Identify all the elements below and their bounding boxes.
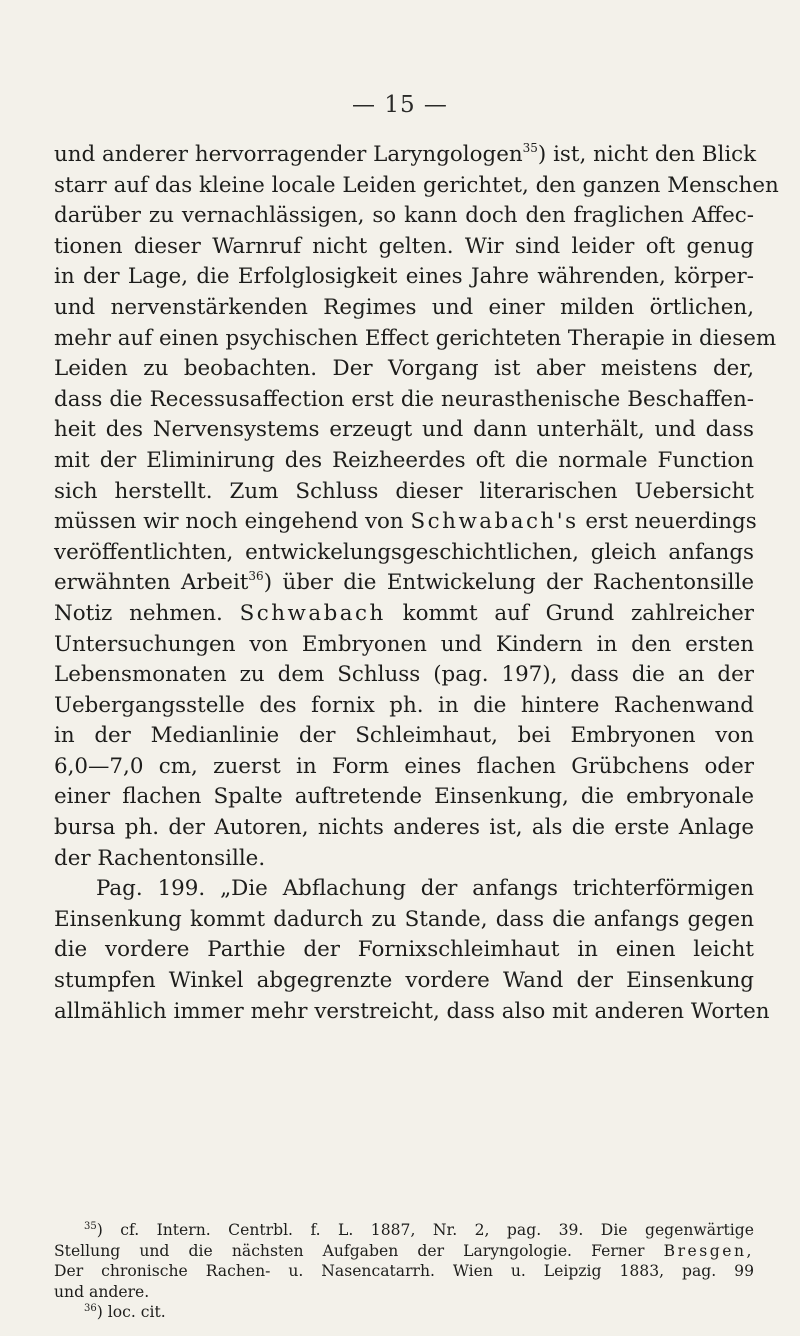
footnote-ref-36[interactable]: 36 bbox=[248, 569, 264, 584]
text-line: Notiz nehmen. Schwabach kommt auf Grund zahlreicher bbox=[54, 600, 754, 626]
footnotes bbox=[54, 1220, 754, 1323]
text-line: in der Lage, die Erfolglosigkeit eines Jahre währenden, körper- bbox=[54, 264, 754, 290]
footnote-line: Der chronische Rachen- u. Nasencatarrh. Wien u. Leipzig 1883, pag. 99 bbox=[54, 1262, 754, 1280]
text-line: starr auf das kleine locale Leiden gerichtet, den ganzen Menschen bbox=[54, 172, 779, 198]
footnote-line: und andere. bbox=[54, 1282, 150, 1301]
footnote-mark: 35 bbox=[84, 1221, 97, 1232]
text-line: Leiden zu beobachten. Der Vorgang ist aber meistens der, bbox=[54, 356, 754, 382]
text-line: die vordere Parthie der Fornixschleimhaut in einen leicht bbox=[54, 937, 754, 963]
text-line: Lebensmonaten zu dem Schluss (pag. 197), dass die an der bbox=[54, 662, 754, 688]
page-number: — 15 — bbox=[352, 92, 448, 118]
main-text bbox=[54, 140, 779, 1027]
text-line: veröffentlichten, entwickelungsgeschichtlichen, gleich anfangs bbox=[54, 539, 754, 565]
text-line: müssen wir noch eingehend von Schwabach's erst neuerdings bbox=[54, 509, 757, 535]
text-line: und nervenstärkenden Regimes und einer milden örtlichen, bbox=[54, 294, 754, 320]
text-line: Einsenkung kommt dadurch zu Stande, dass die anfangs gegen bbox=[54, 906, 754, 932]
footnote-line: Stellung und die nächsten Aufgaben der Laryngologie. Ferner Bresgen, bbox=[54, 1241, 754, 1260]
footnote-36: $^{36}$) loc. cit. bbox=[84, 1303, 166, 1321]
author-name: Schwabach's bbox=[410, 509, 579, 535]
text-line: einer flachen Spalte auftretende Einsenkung, die embryonale bbox=[54, 784, 754, 810]
text-line: allmählich immer mehr verstreicht, dass also mit anderen Worten bbox=[54, 998, 770, 1024]
text-line: mehr auf einen psychischen Effect gerichteten Therapie in diesem bbox=[54, 325, 777, 351]
text-line: und anderer hervorragender Laryngologen$^{35}$) ist, nicht den Blick bbox=[54, 141, 757, 167]
text-line: sich herstellt. Zum Schluss dieser literarischen Uebersicht bbox=[54, 478, 754, 504]
text-line: stumpfen Winkel abgegrenzte vordere Wand der Einsenkung bbox=[54, 968, 754, 994]
text-line: darüber zu vernachlässigen, so kann doch den fraglichen Affec- bbox=[54, 203, 754, 229]
text-line: der Rachentonsille. bbox=[54, 845, 266, 871]
author-name: Schwabach bbox=[239, 600, 386, 626]
text-line: Uebergangsstelle des fornix ph. in die hintere Rachenwand bbox=[54, 692, 754, 718]
footnote-ref-35[interactable]: 35 bbox=[522, 141, 538, 155]
text-line: erwähnten Arbeit$^{36}$) über die Entwickelung der Rachentonsille bbox=[54, 569, 754, 596]
text-line: 6,0—7,0 cm, zuerst in Form eines flachen Grübchens oder bbox=[54, 753, 754, 779]
text-line: mit der Eliminirung des Reizheerdes oft die normale Function bbox=[54, 447, 754, 473]
text-line: Untersuchungen von Embryonen und Kindern in den ersten bbox=[54, 631, 754, 657]
author-name: Bresgen, bbox=[663, 1241, 754, 1260]
text-line: bursa ph. der Autoren, nichts anderes ist, als die erste Anlage bbox=[54, 815, 754, 841]
text-line: dass die Recessusaffection erst die neurasthenische Beschaffen- bbox=[54, 386, 754, 412]
text-line: heit des Nervensystems erzeugt und dann unterhält, und dass bbox=[54, 417, 754, 443]
text-line: Pag. 199. „Die Abflachung der anfangs trichterförmigen bbox=[96, 876, 754, 902]
text-line: tionen dieser Warnruf nicht gelten. Wir sind leider oft genug bbox=[54, 233, 754, 259]
text-line: in der Medianlinie der Schleimhaut, bei Embryonen von bbox=[54, 723, 754, 749]
footnote-mark: 36 bbox=[84, 1303, 97, 1314]
footnote-35: $^{35}$) cf. Intern. Centrbl. f. L. 1887, Nr. 2, pag. 39. Die gegenwärtige bbox=[84, 1221, 754, 1239]
